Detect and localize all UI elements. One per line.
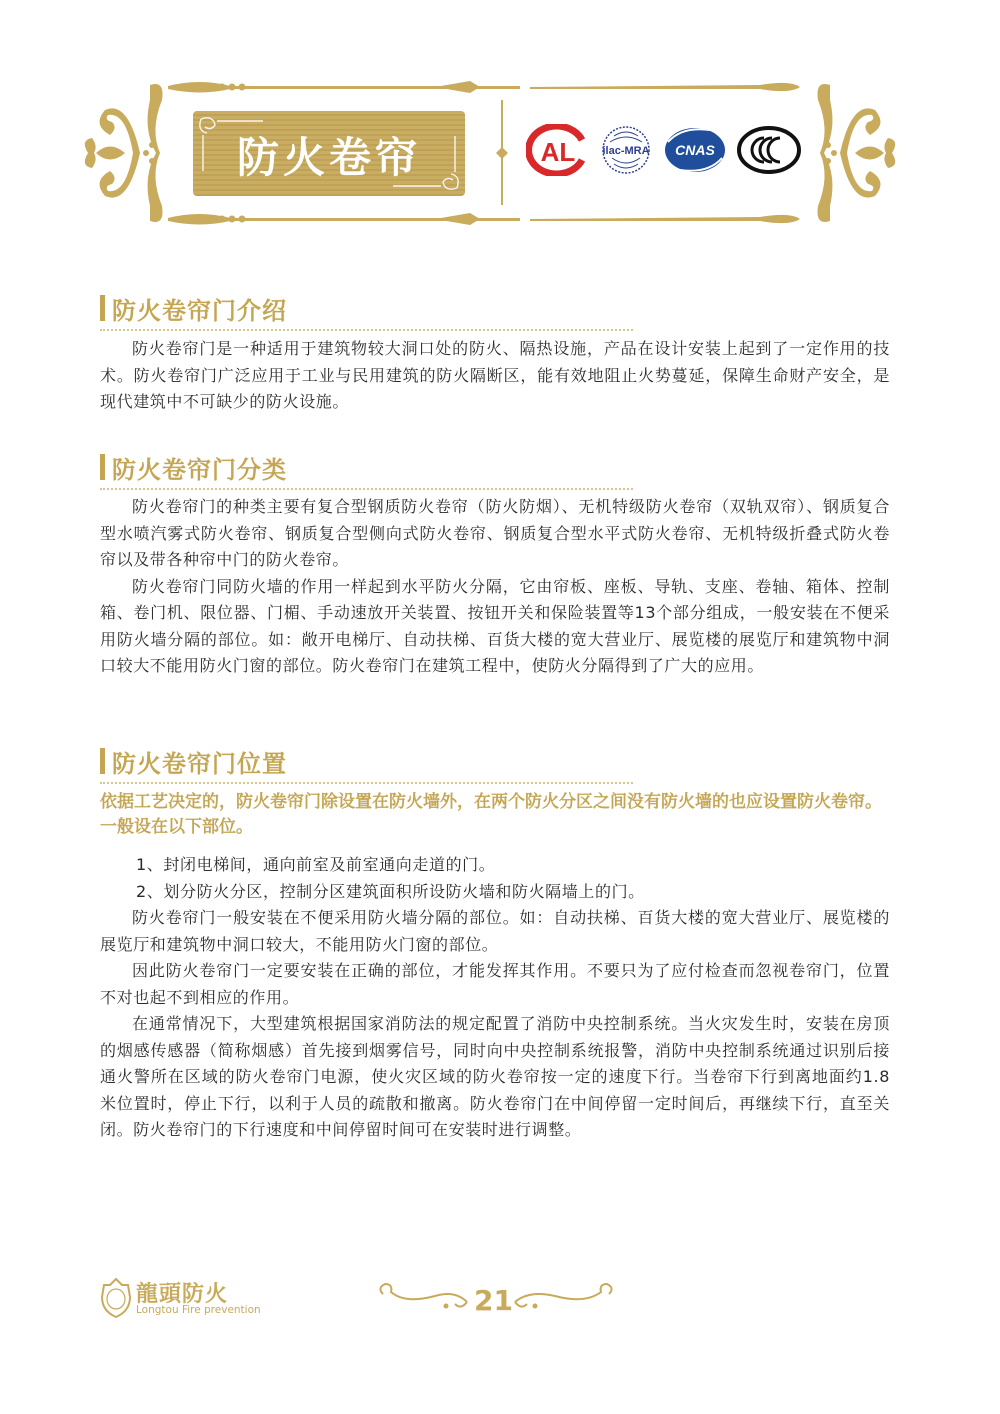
cnas-logo-icon (662, 124, 728, 176)
dotted-divider (100, 488, 633, 490)
footer-brand (100, 1275, 300, 1325)
heading-bar (100, 748, 105, 774)
section-introduction (100, 291, 890, 416)
dotted-divider (100, 782, 633, 784)
ilac-mra-logo-icon (600, 124, 652, 176)
cal-logo-icon (526, 124, 590, 176)
section-classification (100, 450, 890, 680)
page-header (0, 0, 1000, 260)
paragraph: 因此防火卷帘门一定要安装在正确的部位，才能发挥其作用。不要只为了应付检查而忽视卷帘门，位置不对也起不到相应的作用。 (100, 961, 890, 1007)
svg-text:AL: AL (540, 137, 576, 167)
ccc-logo-icon (736, 124, 802, 176)
section-location (100, 744, 890, 1144)
paragraph: 在通常情况下，大型建筑根据国家消防法的规定配置了消防中央控制系统。当火灾发生时，安装在房顶的烟感传感器（简称烟感）首先接到烟雾信号，同时向中央控制系统报警，消防中央控制系统通过识别后接通火警所在区域的防火卷帘门电源，使火灾区域的防火卷帘按一定的速度下行。当卷帘下行到离地面约1.8米位置时，停止下行，以利于人员的疏散和撤离。防火卷帘门在中间停留一定时间后，再继续下行，直至关闭。防火卷帘门的下行速度和中间停留时间可在安装时进行调整。 (100, 1014, 890, 1139)
section-title: 防火卷帘门位置 (112, 749, 287, 778)
page-title: 防火卷帘 (236, 133, 421, 182)
section-heading (100, 291, 890, 325)
svg-text:ilac-MRA: ilac-MRA (602, 145, 650, 157)
list-item: 2、划分防火分区，控制分区建筑面积所设防火墙和防火隔墙上的门。 (136, 881, 645, 901)
paragraph: 防火卷帘门一般安装在不便采用防火墙分隔的部位。如：自动扶梯、百货大楼的宽大营业厅、展览楼的展览厅和建筑物中洞口较大，不能用防火门窗的部位。 (100, 908, 890, 954)
paragraph: 防火卷帘门同防火墙的作用一样起到水平防火分隔，它由帘板、座板、导轨、支座、卷轴、箱体、控制箱、卷门机、限位器、门楣、手动速放开关装置、按钮开关和保险装置等13个部分组成，一般安装在不便采用防火墙分隔的部位。如：敞开电梯厅、自动扶梯、百货大楼的宽大营业厅、展览楼的展览厅和建筑物中洞口较大不能用防火门窗的部位。防火卷帘门在建筑工程中，使防火分隔得到了广大的应用。 (100, 576, 890, 675)
section-title: 防火卷帘门介绍 (112, 296, 287, 325)
paragraph: 防火卷帘门是一种适用于建筑物较大洞口处的防火、隔热设施，产品在设计安装上起到了一定作用的技术。防火卷帘门广泛应用于工业与民用建筑的防火隔断区，能有效地阻止火势蔓延，保障生命财产安全，是现代建筑中不可缺少的防火设施。 (100, 339, 890, 411)
section-heading (100, 450, 890, 484)
heading-bar (100, 454, 105, 480)
svg-text:CNAS: CNAS (675, 142, 715, 158)
page-number: 21 (474, 1284, 513, 1317)
paragraph: 防火卷帘门的种类主要有复合型钢质防火卷帘（防火防烟）、无机特级防火卷帘（双轨双帘）、钢质复合型水喷汽雾式防火卷帘、钢质复合型侧向式防火卷帘、钢质复合型水平式防火卷帘、无机特级折叠式防火卷帘以及带各种帘中门的防火卷帘。 (100, 497, 890, 569)
list-item: 1、封闭电梯间，通向前室及前室通向走道的门。 (136, 855, 496, 874)
heading-bar (100, 295, 105, 321)
ornamental-frame-icon (0, 0, 1000, 260)
certification-logos (522, 124, 784, 184)
section-title: 防火卷帘门分类 (112, 455, 287, 484)
brand-name-cn: 龍頭防火 (136, 1282, 229, 1307)
brand-name-en: Longtou Fire prevention (136, 1304, 261, 1316)
brand-emblem-icon (100, 1277, 132, 1319)
section-heading (100, 744, 890, 778)
title-plate (193, 111, 465, 196)
lead-paragraph: 依据工艺决定的，防火卷帘门除设置在防火墙外，在两个防火分区之间没有防火墙的也应设置防火卷帘。一般设在以下部位。 (100, 792, 882, 837)
dotted-divider (100, 329, 633, 331)
